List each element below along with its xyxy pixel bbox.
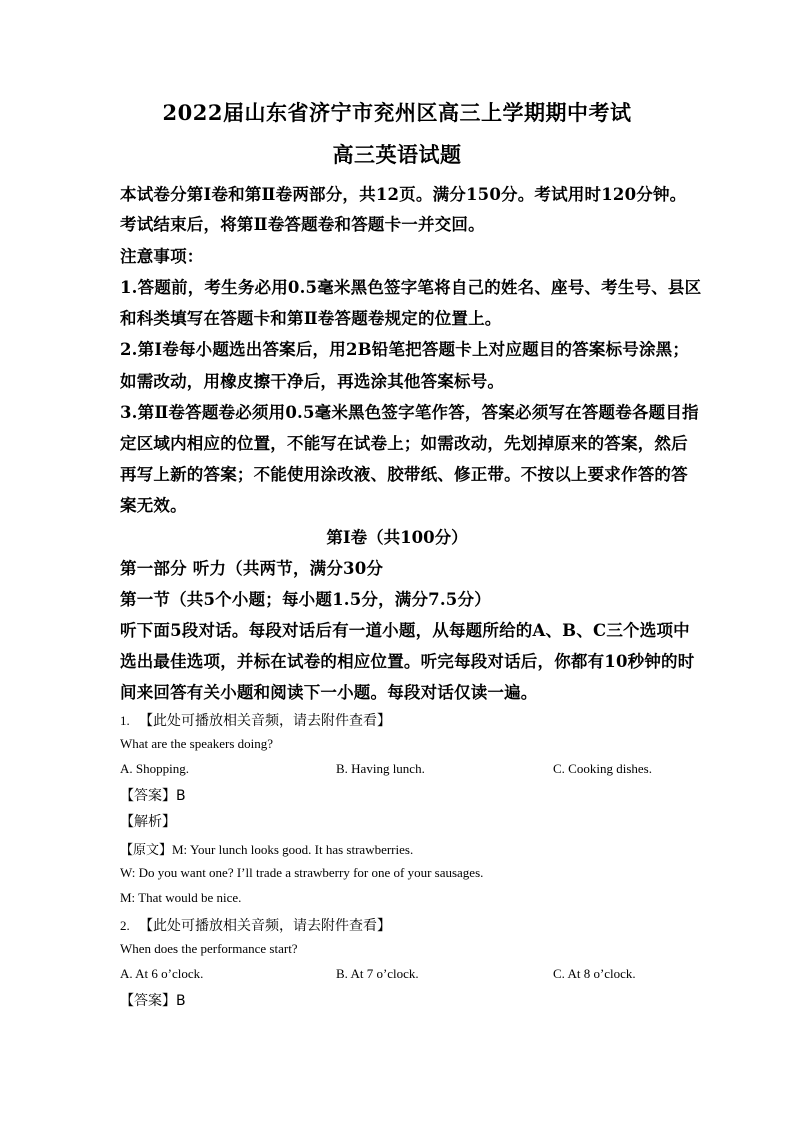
intro-line: 案无效。	[120, 496, 187, 515]
question-2-header	[120, 915, 391, 935]
transcript-line: 【原文】M: Your lunch looks good. It has strawberries.	[120, 842, 414, 857]
subsection-heading: 第一节（共5个小题；每小题1.5分，满分7.5分）	[120, 590, 491, 609]
audio-note: 【此处可播放相关音频，请去附件查看】	[139, 713, 391, 729]
question-number: 1.	[120, 713, 130, 728]
intro-line: 再写上新的答案；不能使用涂改液、胶带纸、修正带。不按以上要求作答的答	[120, 465, 688, 484]
intro-line: 2.第Ⅰ卷每小题选出答案后，用2B铅笔把答题卡上对应题目的答案标号涂黑；	[120, 340, 690, 359]
intro-line: 考试结束后，将第Ⅱ卷答题卷和答题卡一并交回。	[120, 215, 485, 234]
transcript-line: M: That would be nice.	[120, 890, 242, 905]
exam-title: 2022届山东省济宁市兖州区高三上学期期中考试	[162, 100, 632, 125]
question-1-header	[120, 710, 391, 730]
intro-line: 本试卷分第Ⅰ卷和第Ⅱ卷两部分，共12页。满分150分。考试用时120分钟。	[120, 185, 687, 204]
instructions-line: 听下面5段对话。每段对话后有一道小题，从每题所给的A、B、C三个选项中	[120, 621, 690, 640]
question-number: 2.	[120, 918, 130, 933]
answer-label: 【答案】B	[120, 993, 186, 1009]
intro-line: 1.答题前，考生务必用0.5毫米黑色签字笔将自己的姓名、座号、考生号、县区	[120, 278, 702, 297]
option-a: A. Shopping.	[120, 761, 189, 776]
part-heading: 第一部分 听力（共两节，满分30分	[120, 559, 384, 578]
option-a: A. At 6 o’clock.	[120, 966, 204, 981]
option-c: C. Cooking dishes.	[553, 761, 652, 776]
intro-line: 和科类填写在答题卡和第Ⅱ卷答题卷规定的位置上。	[120, 309, 502, 328]
audio-note: 【此处可播放相关音频，请去附件查看】	[139, 918, 391, 934]
intro-line: 3.第Ⅱ卷答题卷必须用0.5毫米黑色签字笔作答，答案必须写在答题卷各题目指	[120, 403, 699, 422]
answer-label: 【答案】B	[120, 788, 186, 804]
analysis-label: 【解析】	[120, 814, 176, 830]
section-title: 第Ⅰ卷（共100分）	[326, 528, 468, 547]
question-1-text: What are the speakers doing?	[120, 736, 274, 751]
option-b: B. Having lunch.	[336, 761, 425, 776]
instructions-line: 间来回答有关小题和阅读下一小题。每段对话仅读一遍。	[120, 683, 538, 702]
transcript-line: W: Do you want one? I’ll trade a strawberry for one of your sausages.	[120, 865, 484, 880]
option-c: C. At 8 o’clock.	[553, 966, 636, 981]
option-b: B. At 7 o’clock.	[336, 966, 419, 981]
intro-line: 如需改动，用橡皮擦干净后，再选涂其他答案标号。	[120, 372, 505, 391]
instructions-line: 选出最佳选项，并标在试卷的相应位置。听完每段对话后，你都有10秒钟的时	[120, 652, 695, 671]
question-2-text: When does the performance start?	[120, 941, 298, 956]
intro-line: 定区域内相应的位置，不能写在试卷上；如需改动，先划掉原来的答案，然后	[120, 434, 688, 453]
intro-line: 注意事项：	[120, 247, 204, 266]
exam-subtitle: 高三英语试题	[332, 142, 462, 167]
